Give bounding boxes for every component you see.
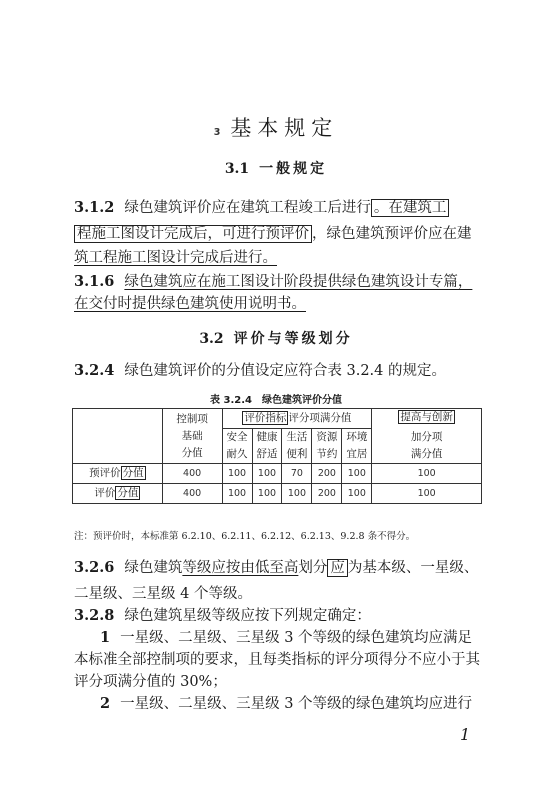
clause-3-1-2-line-1: 3.1.2 绿色建筑评价应在建筑工程竣工后进行 。在建筑工 <box>74 196 449 220</box>
clause-number: 3.1.2 <box>74 199 115 216</box>
clause-3-1-6-line-2: 在交付时提供绿色建筑使用说明书。 <box>74 296 306 312</box>
indicator-header: 健康 舒适 <box>252 429 282 464</box>
table-corner-cell <box>73 409 163 464</box>
clause-number: 3.2.6 <box>74 559 115 576</box>
section-title: 评价与等级划分 <box>233 331 353 347</box>
item-2-line-1: 2 一星级、二星级、三星级 3 个等级的绿色建筑均应进行 <box>100 695 473 712</box>
score-table <box>72 408 482 504</box>
table-note: 注：预评价时，本标准第 6.2.10、6.2.11、6.2.12、6.2.13、9.2.8 条不得分。 <box>74 531 416 542</box>
clause-3-2-6-line-1: 3.2.6 绿色建筑等级应按由低至高划分 应 为基本级、一星级、 <box>74 559 479 576</box>
row-label: 预评价 分值 <box>73 464 163 484</box>
revision-box: 。在建筑工 <box>371 199 450 217</box>
clause-number: 3.2.4 <box>74 362 115 379</box>
indicator-header: 安全 耐久 <box>222 429 252 464</box>
chapter-heading <box>0 112 552 142</box>
item-1-line-3: 评分项满分值的 30%； <box>74 674 227 690</box>
indicator-header: 资源 节约 <box>312 429 342 464</box>
clause-3-2-8-line-1: 3.2.8 绿色建筑星级等级应按下列规定确定： <box>74 607 371 624</box>
table-row: 预评价 分值 400 100 100 70 200 100 100 <box>73 464 482 484</box>
control-header: 控制项 基础 分值 <box>162 409 222 464</box>
clause-3-1-6-line-1: 3.1.6 绿色建筑应在施工图设计阶段提供绿色建筑设计专篇， <box>74 273 473 290</box>
clause-3-1-2-line-3: 筑工程施工图设计完成后进行。 <box>74 250 277 266</box>
clause-number: 3.2.8 <box>74 607 115 624</box>
item-number: 2 <box>100 695 111 712</box>
item-number: 1 <box>100 629 111 646</box>
chapter-title: 基本规定 <box>230 116 339 140</box>
table-row: 评价 分值 400 100 100 100 200 100 100 <box>73 484 482 504</box>
clause-3-2-4: 3.2.4 绿色建筑评价的分值设定应符合表 3.2.4 的规定。 <box>74 362 446 379</box>
item-1-line-1: 1 一星级、二星级、三星级 3 个等级的绿色建筑均应满足 <box>100 629 473 646</box>
indicator-header: 生活 便利 <box>282 429 312 464</box>
section-number: 3.1 <box>224 161 250 177</box>
section-number: 3.2 <box>199 331 224 347</box>
section-heading-3-1 <box>0 158 552 178</box>
item-1-line-2: 本标准全部控制项的要求，且每类指标的评分项得分不应小于其 <box>74 652 480 668</box>
bonus-header: 提高与创新 加分项 满分值 <box>372 409 482 464</box>
section-title: 一般规定 <box>259 161 328 177</box>
indicator-group-header: 评价指标 评分项满分值 <box>222 409 372 429</box>
row-label: 评价 分值 <box>73 484 163 504</box>
clause-3-1-2-line-2: 程施工图设计完成后，可进行预评价 ，绿色建筑预评价应在建 <box>74 222 472 246</box>
revision-box: 程施工图设计完成后，可进行预评价 <box>74 225 312 243</box>
page-number: 1 <box>460 725 471 744</box>
table-caption: 表 3.2.4 绿色建筑评价分值 <box>210 395 342 406</box>
clause-number: 3.1.6 <box>74 273 115 290</box>
section-heading-3-2 <box>0 328 552 348</box>
clause-3-2-6-line-2: 二星级、三星级 4 个等级。 <box>74 586 252 602</box>
chapter-number: 3 <box>213 127 221 138</box>
revision-box: 应 <box>327 559 348 577</box>
indicator-header: 环境 宜居 <box>342 429 372 464</box>
